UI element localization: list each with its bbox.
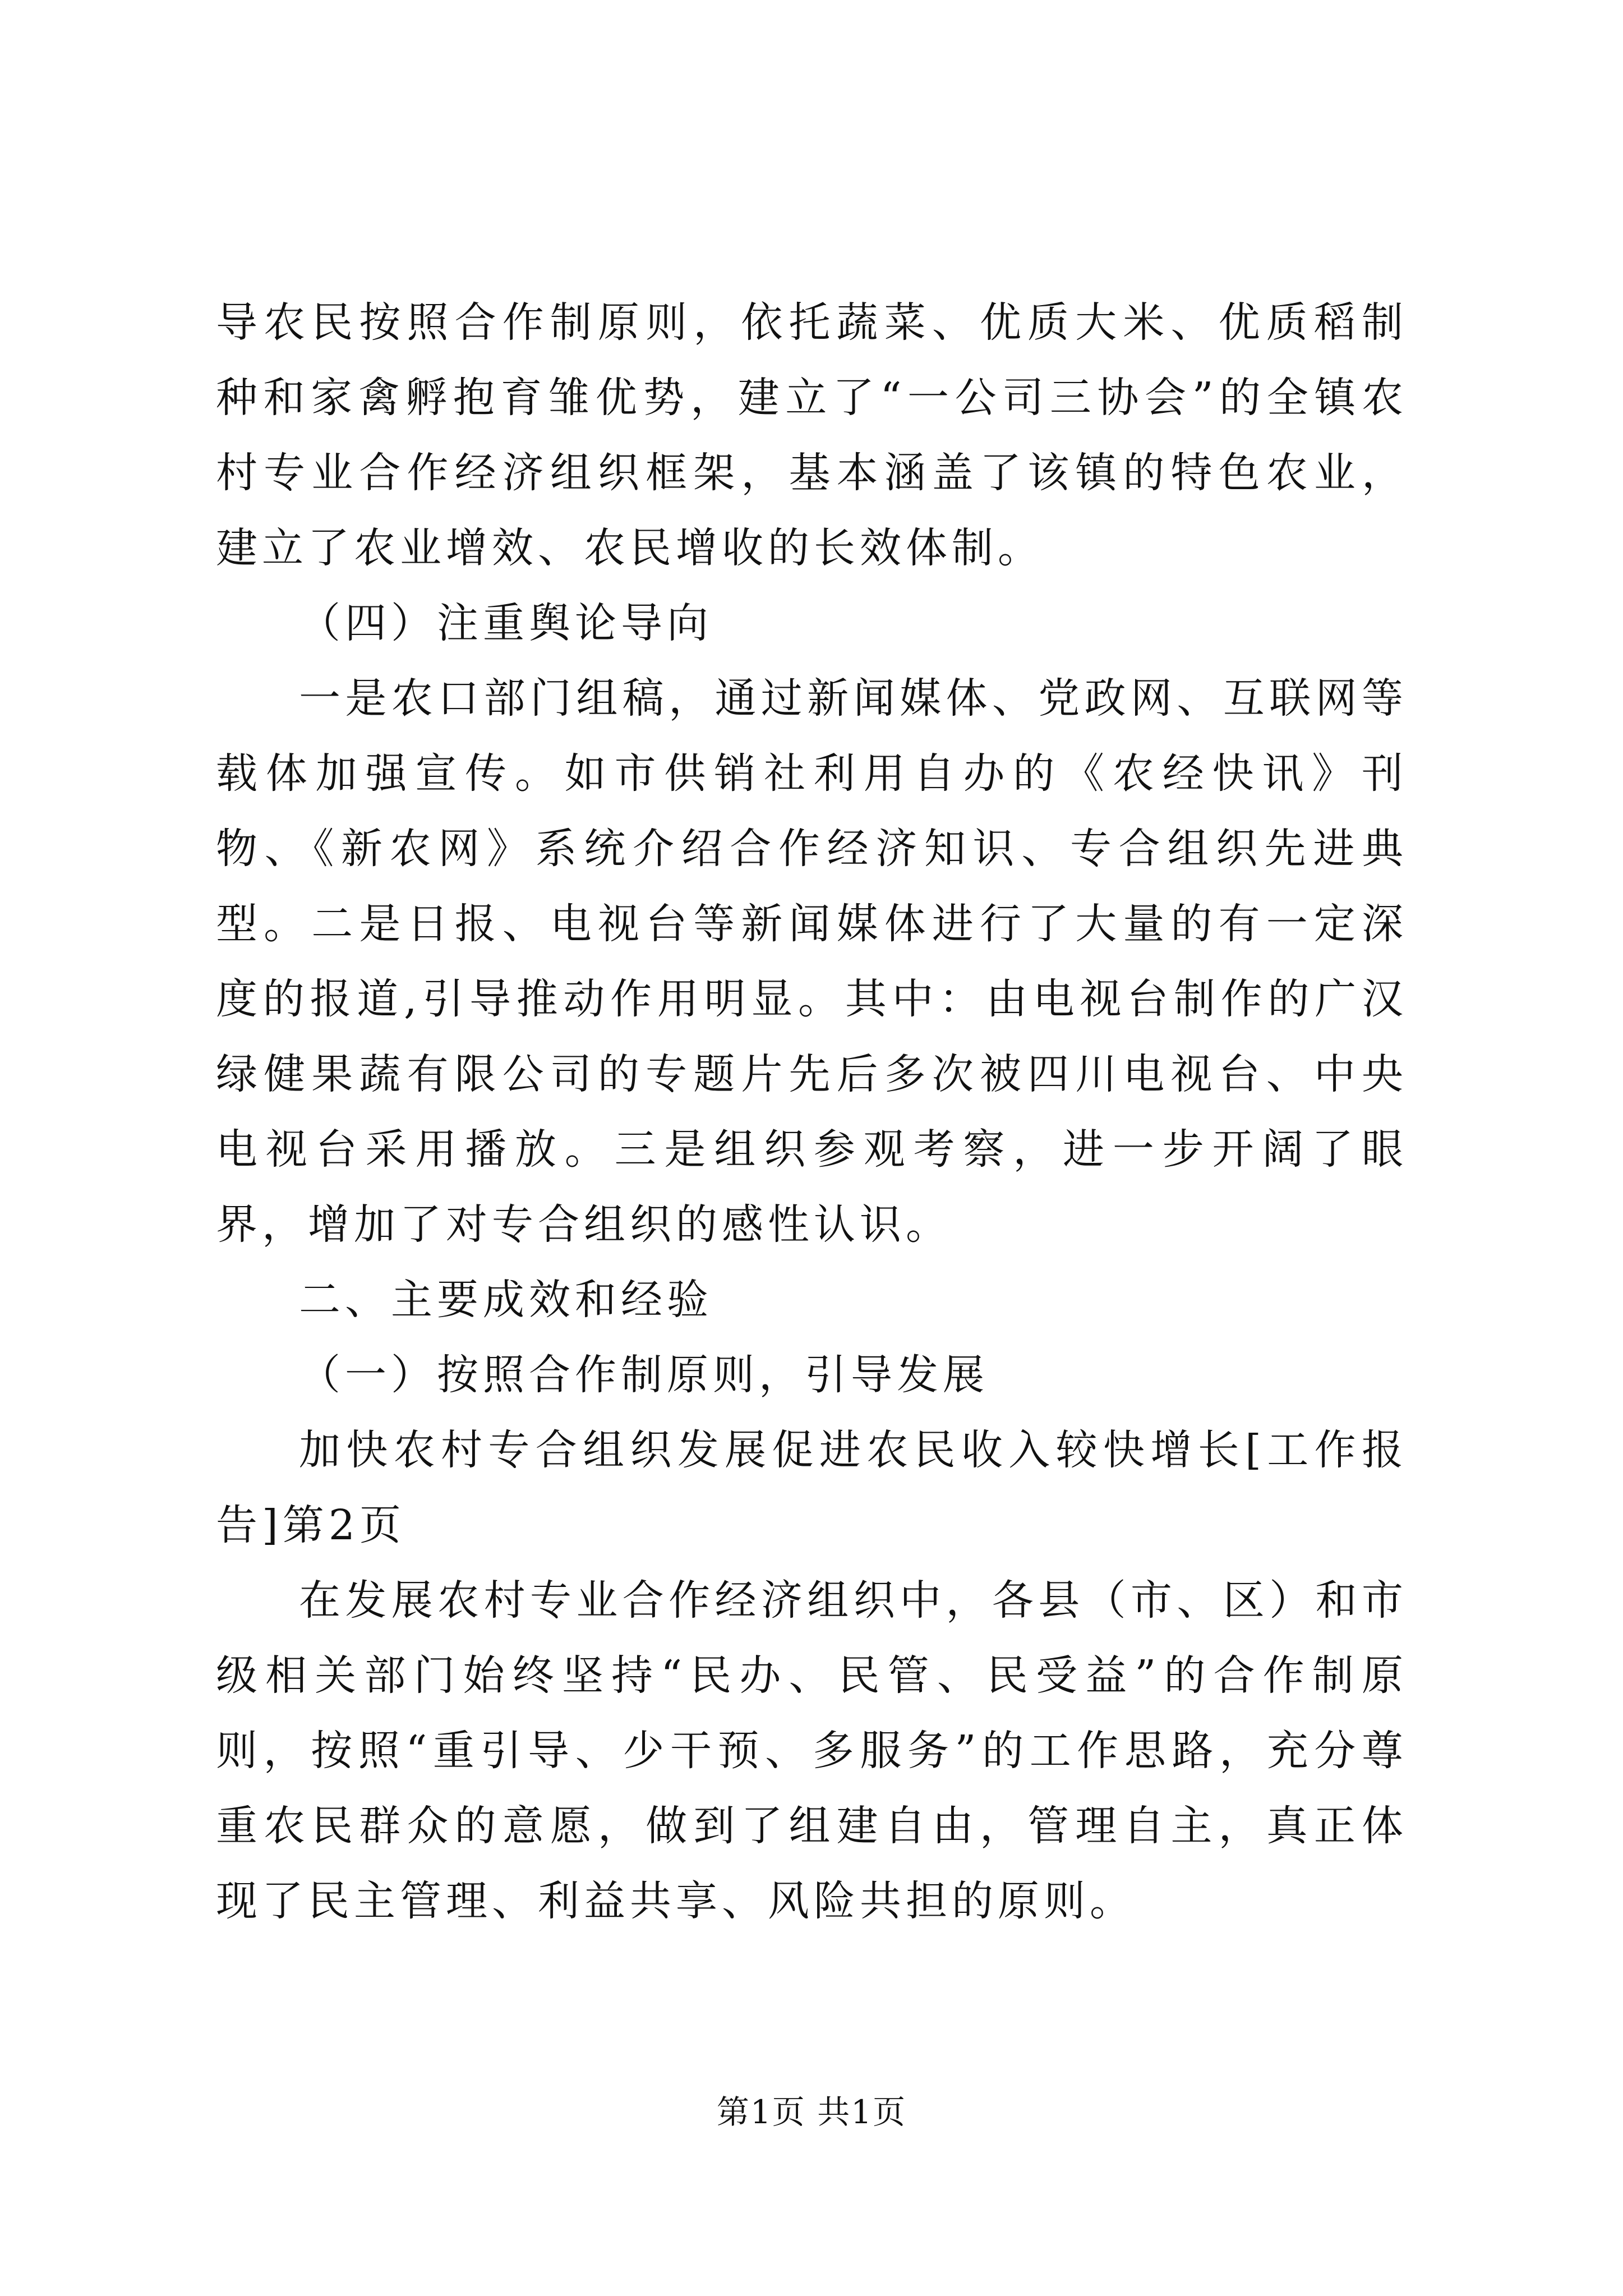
report-title-page-marker: 加快农村专合组织发展促进农民收入较快增长[工作报告]第2页 bbox=[216, 1426, 1408, 1549]
document-body bbox=[216, 285, 1408, 1939]
paragraph-publicity: 一是农口部门组稿，通过新闻媒体、党政网、互联网等载体加强宣传。如市供销社利用自办的《农经快讯》刊物、《新农网》系统介绍合作经济知识、专合组织先进典型。二是日报、电视台等新闻媒体进行了大量的有一定深度的报道,引导推动作用明显。其中：由电视台制作的广汉绿健果蔬有限公司的专题片先后多次被四川电视台、中央电视台采用播放。三是组织参观考察，进一步开阔了眼界，增加了对专合组织的感性认识。 bbox=[216, 674, 1408, 1249]
section-heading-public-opinion: （四）注重舆论导向 bbox=[299, 599, 713, 647]
subsection-heading-cooperative-principle: （一）按照合作制原则，引导发展 bbox=[299, 1351, 989, 1399]
paragraph-cooperative-principle: 在发展农村专业合作经济组织中，各县（市、区）和市级相关部门始终坚持“民办、民管、民受益”的合作制原则，按照“重引导、少干预、多服务”的工作思路，充分尊重农民群众的意愿，做到了组建自由，管理自主，真正体现了民主管理、利益共享、风险共担的原则。 bbox=[216, 1576, 1408, 1925]
page-footer: 第1页 共1页 bbox=[716, 2093, 907, 2131]
paragraph-continuation: 导农民按照合作制原则，依托蔬菜、优质大米、优质稻制种和家禽孵抱育雏优势，建立了“一公司三协会”的全镇农村专业合作经济组织框架，基本涵盖了该镇的特色农业，建立了农业增效、农民增收的长效体制。 bbox=[216, 298, 1408, 572]
section-heading-main-results: 二、主要成效和经验 bbox=[299, 1276, 713, 1324]
